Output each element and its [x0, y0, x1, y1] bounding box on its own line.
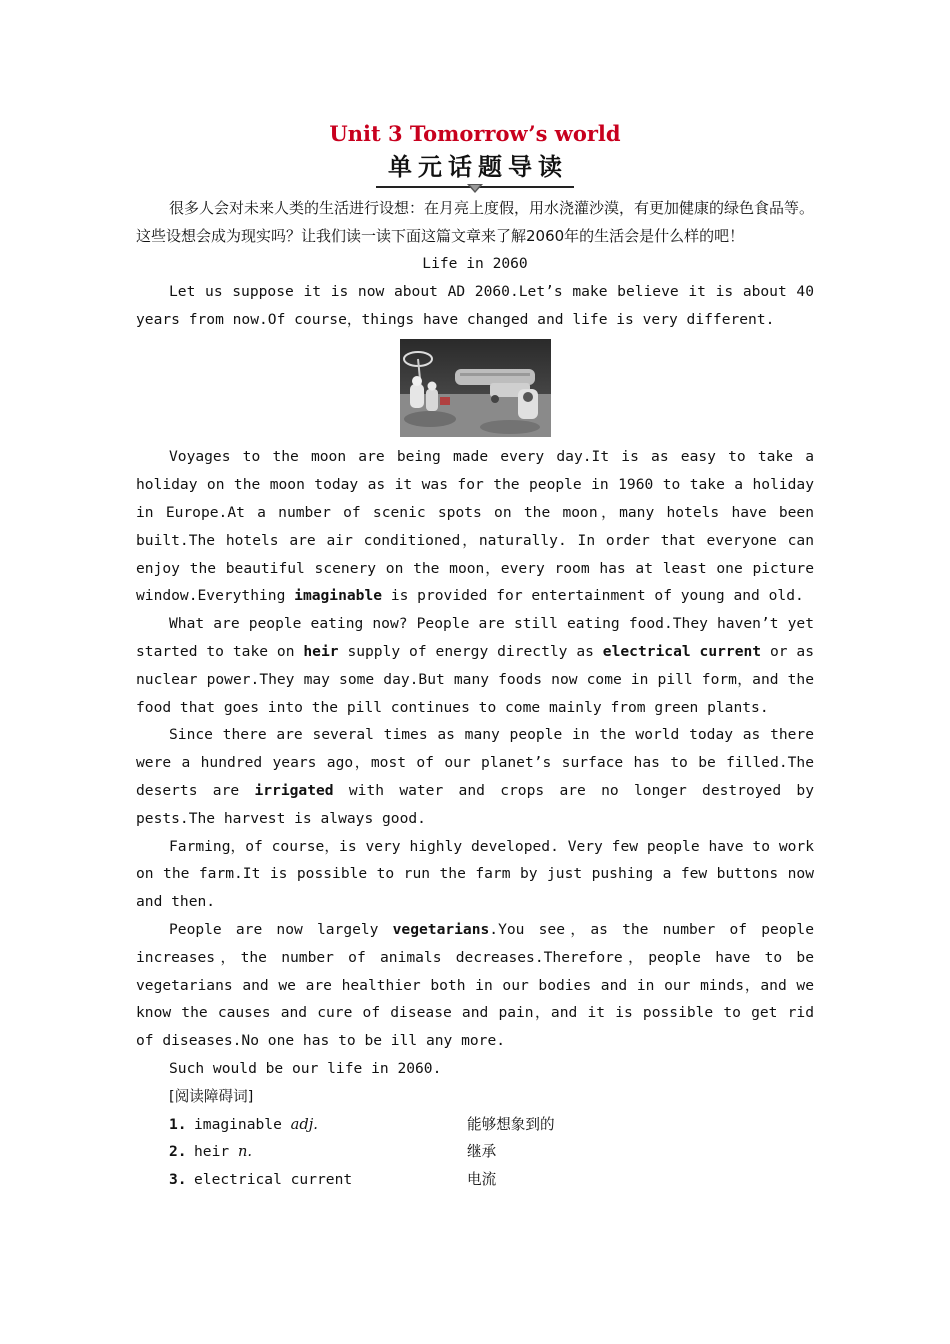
paragraph-2 — [136, 443, 814, 610]
vocab-word-text: imaginable — [194, 1115, 291, 1133]
vocab-item — [136, 1138, 814, 1166]
vocab-word-text: heir — [194, 1143, 238, 1161]
vocab-item — [136, 1166, 814, 1194]
paragraph-3-text-b: supply of energy directly as — [338, 642, 603, 660]
vocab-heading: [阅读障碍词] — [169, 1087, 254, 1105]
vocab-number: 1. — [169, 1115, 187, 1133]
paragraph-2-text-a: Voyages to the moon are being made every day.It is as easy to take a holiday on the moon today as it was for the people in 1960 to take a holiday in Europe.At a number of scenic spots on the moon，many hotels have been built.The hotels are air conditioned，naturally. In order that everyone can enjoy the beautiful scenery on the moon，every room has at least one picture window.Everything — [136, 448, 814, 605]
keyword-imaginable: imaginable — [294, 587, 383, 605]
paragraph-2-text-b: is provided for entertainment of young and old. — [382, 587, 804, 605]
vocab-number: 3. — [169, 1171, 187, 1189]
paragraph-4-text-b: with water and crops are no longer destroyed by pests.The harvest is always good. — [136, 781, 814, 827]
vocab-number: 2. — [169, 1143, 187, 1161]
paragraph-4-text-a: Since there are several times as many people in the world today as there were a hundred years ago，most of our planet’s surface has to be filled.The deserts are — [136, 726, 814, 799]
paragraph-7: Such would be our life in 2060. — [169, 1059, 442, 1077]
moon-base-photo — [400, 339, 551, 437]
vocab-item — [136, 1111, 814, 1139]
vocab-word-text: electrical current — [194, 1171, 353, 1189]
vocab-list — [136, 1111, 814, 1194]
vocab-meaning: 继承 — [467, 1143, 497, 1161]
paragraph-4 — [136, 721, 814, 832]
paragraph-5: Farming，of course，is very highly developed. Very few people have to work on the farm.It is possible to run the farm by just pushing a few buttons now and then. — [136, 837, 814, 911]
paragraph-6-text-b: .You see，as the number of people increases，the number of animals decreases.Therefore，people have to be vegetarians and we are healthier both in our bodies and in our minds，and we know the causes and cure of disease and pain，and it is possible to get rid of diseases.No one has to be ill any more. — [136, 920, 814, 1050]
vocab-pos: adj. — [290, 1115, 318, 1133]
paragraph-3-text-a: What are people eating now? People are still eating food.They haven’t yet started to take on — [136, 615, 814, 660]
vocab-word — [194, 1166, 352, 1194]
intro-paragraph: 很多人会对未来人类的生活进行设想：在月亮上度假，用水浇灌沙漠，有更加健康的绿色食品等。这些设想会成为现实吗？让我们读一读下面这篇文章来了解2060年的生活会是什么样的吧！ — [136, 199, 815, 245]
vocab-meaning: 电流 — [467, 1171, 497, 1189]
vocab-meaning: 能够想象到的 — [467, 1115, 555, 1133]
paragraph-6 — [136, 916, 814, 1055]
paragraph-1: Let us suppose it is now about AD 2060.Let’s make believe it is about 40 years from now.Of course，things have changed and life is very different. — [136, 282, 814, 328]
vocab-word — [194, 1111, 318, 1139]
section-banner-text: 单元话题导读 — [376, 152, 574, 188]
vocab-word — [194, 1138, 252, 1166]
paragraph-3 — [136, 610, 814, 721]
article-title: Life in 2060 — [422, 255, 528, 272]
paragraph-3-text-c: or as nuclear power.They may some day.But many foods now come in pill form，and the food that goes into the pill continues to come mainly from green plants. — [136, 642, 815, 716]
banner-arrow-icon — [467, 184, 483, 198]
document-page — [136, 118, 814, 1194]
paragraph-6-text-a: People are now largely — [169, 920, 393, 938]
section-banner — [136, 152, 814, 194]
keyword-irrigated: irrigated — [254, 781, 334, 799]
keyword-vegetarians: vegetarians — [392, 920, 490, 938]
vocab-pos: n. — [237, 1143, 252, 1161]
unit-title: Unit 3 Tomorrow’s world — [329, 121, 621, 146]
keyword-heir: heir — [303, 642, 339, 660]
keyword-electrical-current: electrical current — [602, 642, 762, 660]
